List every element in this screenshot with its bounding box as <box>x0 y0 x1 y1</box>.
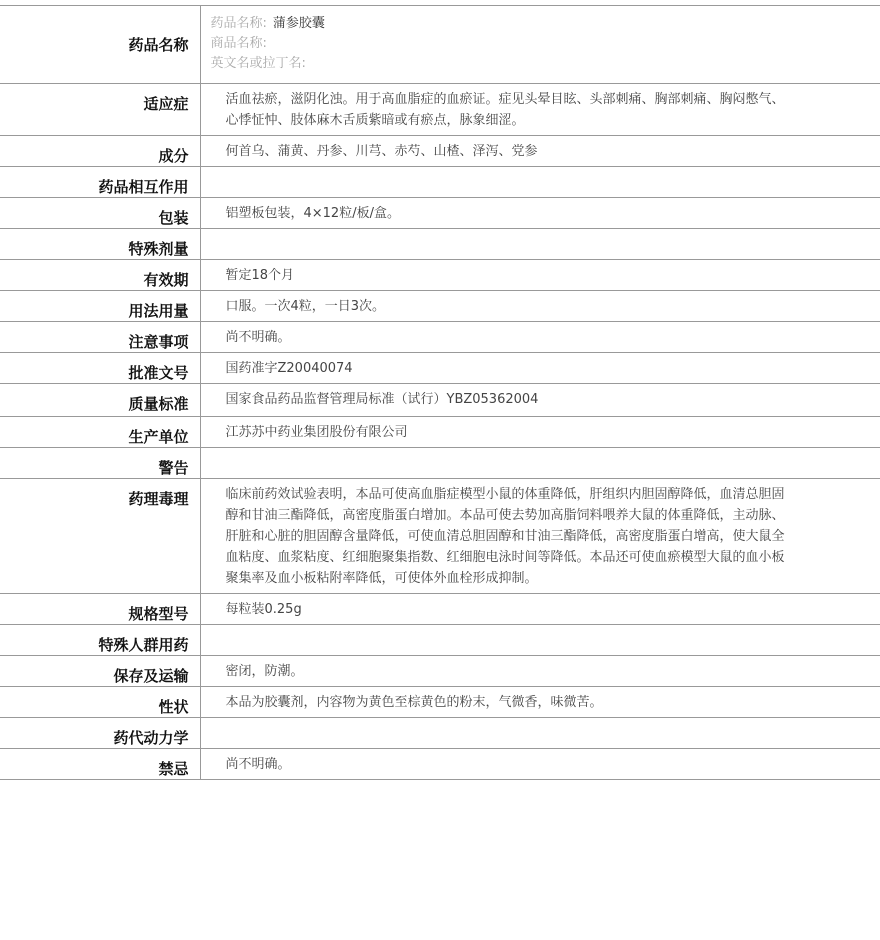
row-label: 保存及运输 <box>0 656 200 687</box>
table-row <box>0 656 880 687</box>
row-value: 口服。一次4粒，一日3次。 <box>200 291 880 322</box>
row-label: 生产单位 <box>0 417 200 448</box>
row-label: 药品名称 <box>0 6 200 84</box>
row-value: 国药准字Z20040074 <box>200 353 880 384</box>
table-row <box>0 353 880 384</box>
row-label: 禁忌 <box>0 749 200 780</box>
table-row <box>0 384 880 417</box>
table-row-drug-name <box>0 6 880 84</box>
row-value: 本品为胶囊剂，内容物为黄色至棕黄色的粉末，气微香，味微苦。 <box>200 687 880 718</box>
table-row <box>0 229 880 260</box>
table-row <box>0 718 880 749</box>
row-value: 临床前药效试验表明，本品可使高血脂症模型小鼠的体重降低，肝组织内胆固醇降低，血清总胆固醇和甘油三酯降低，高密度脂蛋白增加。本品可使去势加高脂饲料喂养大鼠的体重降低，主动脉、肝脏和心脏的胆固醇含量降低，可使血清总胆固醇和甘油三酯降低，高密度脂蛋白增高，使大鼠全血粘度、血浆粘度、红细胞聚集指数、红细胞电泳时间等降低。本品还可使血瘀模型大鼠的血小板聚集率及血小板粘附率降低，可使体外血栓形成抑制。 <box>200 479 880 594</box>
table-row <box>0 479 880 594</box>
table-row <box>0 167 880 198</box>
row-value: 密闭，防潮。 <box>200 656 880 687</box>
row-label: 质量标准 <box>0 384 200 417</box>
table-row <box>0 198 880 229</box>
generic-name-value: 蒲参胶囊 <box>272 16 325 31</box>
row-value: 每粒装0.25g <box>200 594 880 625</box>
table-row <box>0 322 880 353</box>
row-value <box>200 718 880 749</box>
row-label: 药理毒理 <box>0 479 200 594</box>
row-label: 适应症 <box>0 84 200 136</box>
row-value: 国家食品药品监督管理局标准（试行）YBZ05362004 <box>200 384 880 417</box>
row-value <box>200 625 880 656</box>
row-value: 何首乌、蒲黄、丹参、川芎、赤芍、山楂、泽泻、党参 <box>200 136 880 167</box>
table-row <box>0 749 880 780</box>
row-value <box>200 448 880 479</box>
table-row <box>0 260 880 291</box>
table-row <box>0 625 880 656</box>
table-row <box>0 84 880 136</box>
row-value: 暂定18个月 <box>200 260 880 291</box>
table-row <box>0 448 880 479</box>
table-row <box>0 594 880 625</box>
trade-name-line <box>211 34 871 54</box>
table-row <box>0 417 880 448</box>
table-row <box>0 136 880 167</box>
generic-name-line <box>211 14 871 34</box>
row-value: 尚不明确。 <box>200 749 880 780</box>
trade-name-label: 商品名称: <box>210 36 267 51</box>
row-label: 注意事项 <box>0 322 200 353</box>
row-value: 尚不明确。 <box>200 322 880 353</box>
row-label: 成分 <box>0 136 200 167</box>
row-label: 特殊人群用药 <box>0 625 200 656</box>
row-label: 性状 <box>0 687 200 718</box>
row-label: 药品相互作用 <box>0 167 200 198</box>
row-label: 用法用量 <box>0 291 200 322</box>
table-row <box>0 291 880 322</box>
english-name-label: 英文名或拉丁名: <box>210 56 306 71</box>
table-row <box>0 687 880 718</box>
english-name-line <box>211 54 871 74</box>
row-label: 药代动力学 <box>0 718 200 749</box>
row-label: 特殊剂量 <box>0 229 200 260</box>
row-value <box>200 167 880 198</box>
row-value <box>200 229 880 260</box>
row-value: 活血祛瘀，滋阴化浊。用于高血脂症的血瘀证。症见头晕目眩、头部刺痛、胸部刺痛、胸闷憋气、心悸怔忡、肢体麻木舌质紫暗或有瘀点，脉象细涩。 <box>200 84 880 136</box>
row-label: 批准文号 <box>0 353 200 384</box>
drug-info-table <box>0 5 880 780</box>
row-value: 江苏苏中药业集团股份有限公司 <box>200 417 880 448</box>
row-value: 铝塑板包装，4×12粒/板/盒。 <box>200 198 880 229</box>
row-label: 有效期 <box>0 260 200 291</box>
row-label: 警告 <box>0 448 200 479</box>
row-label: 规格型号 <box>0 594 200 625</box>
generic-name-label: 药品名称: <box>210 16 267 31</box>
drug-name-block <box>200 6 880 84</box>
row-label: 包装 <box>0 198 200 229</box>
